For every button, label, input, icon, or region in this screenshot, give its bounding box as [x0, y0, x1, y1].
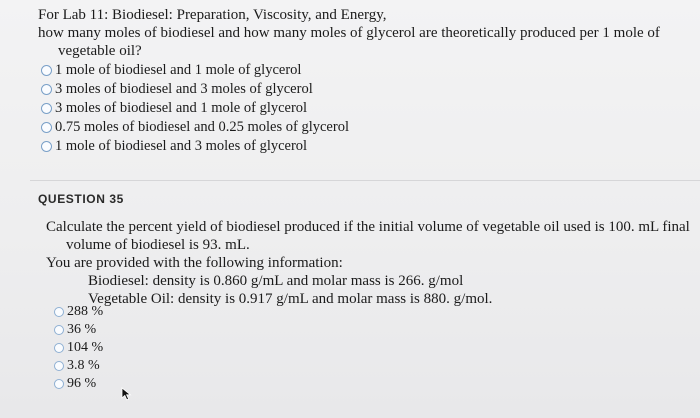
- question-34-line-2: how many moles of biodiesel and how many moles of glycerol are theoretically produced per 1 mole of: [38, 25, 660, 41]
- question-35-line-4: Biodiesel: density is 0.860 g/mL and molar mass is 266. g/mol: [88, 273, 464, 289]
- question-35-line-3: You are provided with the following information:: [46, 255, 343, 271]
- q34-option-2[interactable]: [38, 80, 688, 99]
- radio-button[interactable]: [54, 343, 64, 353]
- mouse-pointer-icon: [121, 387, 133, 401]
- question-35-text: [46, 218, 696, 308]
- q34-option-5-label[interactable]: 1 mole of biodiesel and 3 moles of glycerol: [55, 138, 308, 154]
- q35-option-3[interactable]: [54, 339, 103, 357]
- q35-option-1[interactable]: [54, 303, 103, 321]
- radio-button[interactable]: [41, 84, 52, 95]
- radio-button[interactable]: [41, 103, 52, 114]
- q34-option-5[interactable]: [38, 137, 688, 156]
- question-35-line-1: Calculate the percent yield of biodiesel produced if the initial volume of vegetable oil used is 100. mL final: [46, 219, 690, 235]
- question-35-line-2: volume of biodiesel is 93. mL.: [66, 237, 250, 253]
- radio-button[interactable]: [54, 379, 64, 389]
- q35-option-5[interactable]: [54, 375, 103, 393]
- radio-button[interactable]: [54, 307, 64, 317]
- q34-option-4-label[interactable]: 0.75 moles of biodiesel and 0.25 moles of glycerol: [55, 119, 349, 135]
- question-35-header: QUESTION 35: [38, 192, 124, 206]
- question-34-line-1: For Lab 11: Biodiesel: Preparation, Viscosity, and Energy,: [38, 7, 387, 23]
- q34-option-4[interactable]: [38, 118, 688, 137]
- q35-option-5-label[interactable]: 96 %: [67, 376, 97, 391]
- radio-button[interactable]: [54, 325, 64, 335]
- q34-option-1-label[interactable]: 1 mole of biodiesel and 1 mole of glycerol: [55, 62, 302, 78]
- question-34: [38, 6, 688, 156]
- question-divider: [30, 180, 700, 181]
- q34-option-1[interactable]: [38, 61, 688, 80]
- question-35-options: [54, 303, 103, 393]
- q35-option-2-label[interactable]: 36 %: [67, 322, 97, 337]
- question-34-line-3: vegetable oil?: [58, 43, 142, 59]
- q34-option-3-label[interactable]: 3 moles of biodiesel and 1 mole of glycerol: [55, 100, 308, 116]
- radio-button[interactable]: [41, 141, 52, 152]
- q35-option-3-label[interactable]: 104 %: [67, 340, 104, 355]
- q35-option-1-label[interactable]: 288 %: [67, 304, 104, 319]
- radio-button[interactable]: [41, 65, 52, 76]
- q35-option-2[interactable]: [54, 321, 103, 339]
- q35-option-4-label[interactable]: 3.8 %: [67, 358, 100, 373]
- radio-button[interactable]: [41, 122, 52, 133]
- question-34-options: [38, 61, 688, 156]
- question-35-line-5: Vegetable Oil: density is 0.917 g/mL and molar mass is 880. g/mol.: [88, 291, 493, 307]
- q34-option-3[interactable]: [38, 99, 688, 118]
- radio-button[interactable]: [54, 361, 64, 371]
- q35-option-4[interactable]: [54, 357, 103, 375]
- q34-option-2-label[interactable]: 3 moles of biodiesel and 3 moles of glycerol: [55, 81, 313, 97]
- question-34-text: [38, 6, 688, 60]
